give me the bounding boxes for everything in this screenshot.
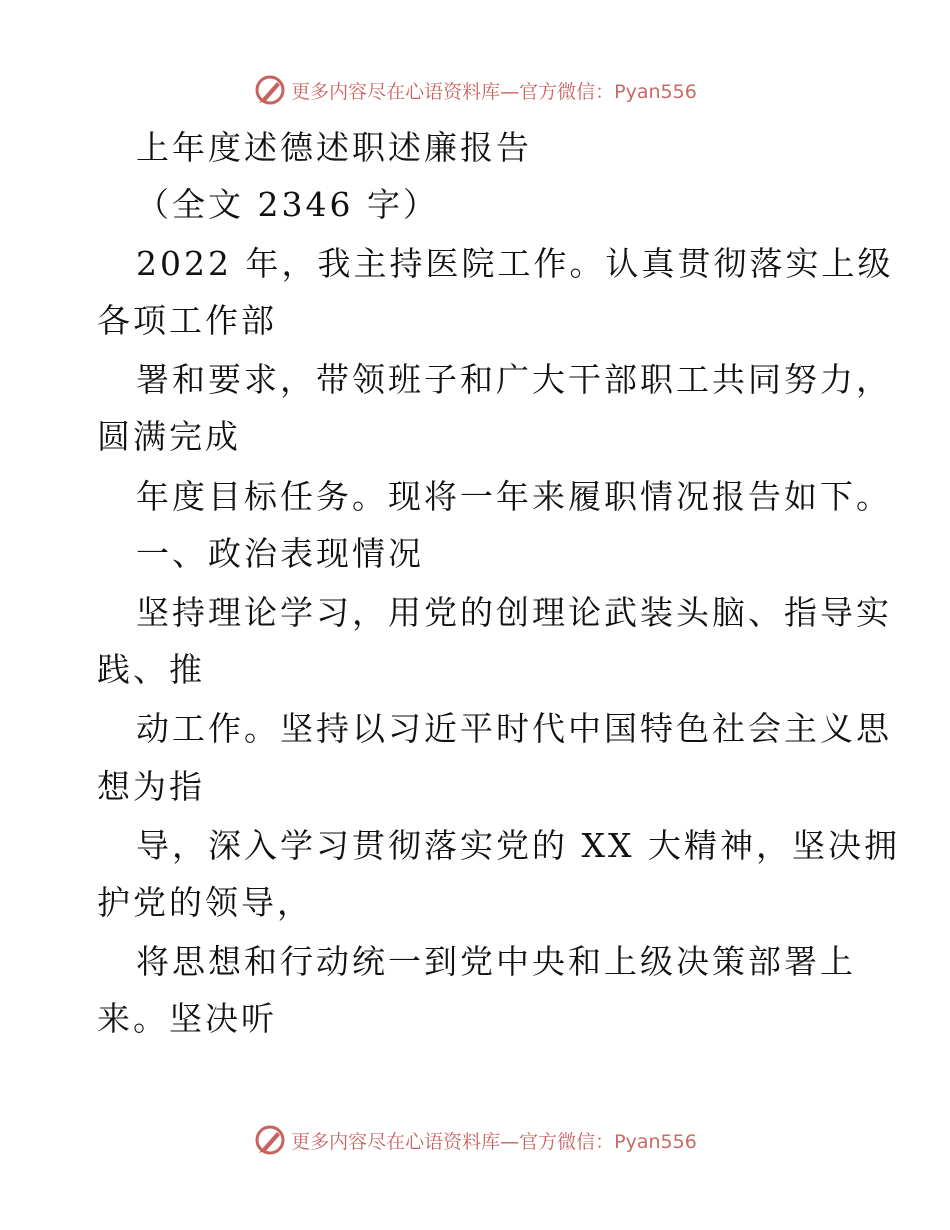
paragraph-line: 各项工作部 <box>97 301 277 340</box>
document-title: 上年度述德述职述廉报告 <box>136 128 532 167</box>
paragraph-line: 想为指 <box>97 767 205 806</box>
paragraph-line: 2022 年，我主持医院工作。认真贯彻落实上级 <box>136 244 894 283</box>
watermark-text-cn: 更多内容尽在心语资料库—官方微信： <box>291 1130 615 1153</box>
watermark-text <box>291 1127 697 1154</box>
paragraph-line: 年度目标任务。现将一年来履职情况报告如下。 <box>136 477 892 516</box>
watermark-text-cn: 更多内容尽在心语资料库—官方微信： <box>291 80 615 103</box>
pen-logo-icon <box>253 73 287 107</box>
paragraph-line: 将思想和行动统一到党中央和上级决策部署上 <box>136 942 856 981</box>
paragraph-line: 圆满完成 <box>97 417 241 456</box>
paragraph-line: 践、推 <box>97 650 205 689</box>
word-count: （全文 2346 字） <box>136 185 439 224</box>
paragraph-line: 坚持理论学习，用党的创理论武装头脑、指导实 <box>136 593 892 632</box>
section-heading: 一、政治表现情况 <box>136 534 424 573</box>
paragraph-line: 导，深入学习贯彻落实党的 XX 大精神，坚决拥 <box>136 826 900 865</box>
paragraph-line: 署和要求，带领班子和广大干部职工共同努力， <box>136 360 892 399</box>
header-watermark <box>0 70 950 110</box>
watermark-text-en: Pyan556 <box>614 80 697 103</box>
paragraph-line: 护党的领导， <box>97 883 313 922</box>
paragraph-line: 来。坚决听 <box>97 999 277 1038</box>
footer-watermark <box>0 1120 950 1160</box>
pen-logo-icon <box>253 1123 287 1157</box>
paragraph-line: 动工作。坚持以习近平时代中国特色社会主义思 <box>136 709 892 748</box>
watermark-text-en: Pyan556 <box>614 1130 697 1153</box>
watermark-text <box>291 77 697 104</box>
